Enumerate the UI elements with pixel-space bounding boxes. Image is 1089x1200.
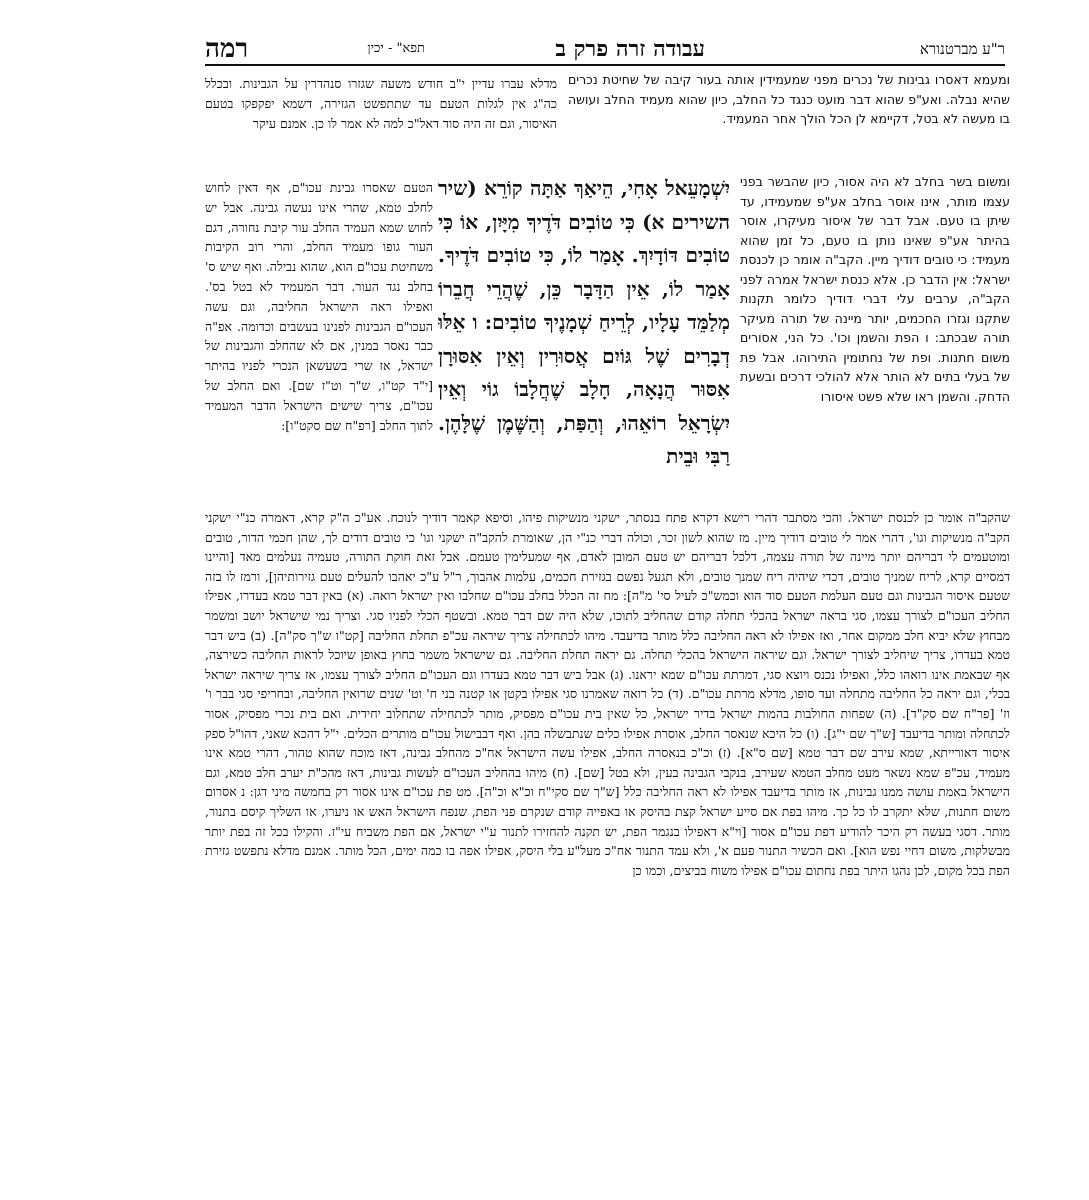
header-rule: [205, 64, 1005, 66]
page-header: [205, 34, 1005, 66]
tiferet-yisrael-commentary-column: הטעם שאסרו גבינת עכו"ם, אף דאין לחוש לחלב טמא, שהרי אינו נעשה גבינה. אבל יש לחוש שמא העמיד החלב עור קיבת נחורה, דגם העור גופו מעמיד החלב, והרי רוב הקיבות משחיטת עכו"ם הוא, שהוא נבילה. ואף שיש ס' בחלב נגד העור. דבר המעמיד לא בטל בס'. ואפילו ראה הישראל החליבה, וגם עשה העכו"ם הגבינות לפנינו בעשבים וכדומה. אפ"ה כבר נאסר במנין, אם לא שהחלב והגבינות של ישראל, אז שרי בשעשאן הנכרי לפניו בהיתר [י"ד קט"ו, ש"ך וט"ז שם]. ואם החלב של עכו"ם, צריך שישים הישראל הדבר המעמיד לתוך החלב [רפ"ח שם סקט"ו]:: [205, 180, 433, 433]
header-tractate-chapter: עבודה זרה פרק ב: [555, 36, 705, 62]
header-tiferet-yisrael: תפא" - יכין: [367, 41, 425, 56]
mishna-text: יִשְׁמָעֵאל אָחִי, הֵיאַךְ אַתָּה קוֹרֵא (שיר השירים א) כִּי טוֹבִים דֹּדֶיךָ מִיָּיִן, אוֹ כִּי טוֹבִים דּוֹדָיִךְ. אָמַר לוֹ, כִּי טוֹבִים דֹּדֶיךָ. אָמַר לוֹ, אֵין הַדָּבָר כֵּן, שֶׁהֲרֵי חֲבֵרוֹ מְלַמֵּד עָלָיו, לְרֵיחַ שְׁמָנֶיךָ טוֹבִים: ו אֵלּוּ דְבָרִים שֶׁל גּוֹיִם אֲסוּרִין וְאֵין אִסּוּרָן אִסּוּר הֲנָאָה, חָלָב שֶׁחֲלָבוֹ גוֹי וְאֵין יִשְׂרָאֵל רוֹאֵהוּ, וְהַפַּת, וְהַשֶּׁמֶן שֶׁלָּהֶן. רַבִּי וּבֵית: [438, 176, 730, 468]
header-page-number: רמה: [205, 34, 249, 64]
bartenura-commentary-column: ומשום בשר בחלב לא היה אסור, כיון שהבשר בפני עצמו מותר, אינו אוסר בחלב אע"פ שמעמידו, עד שיתן בו טעם. אבל דבר של איסור מעיקרו, אוסר בהיתר אע"פ שאינו נותן בו טעם, כל זמן שהוא מעמיד: כי טובים דודיך מיין. הקב"ה אומר כן לכנסת ישראל: אין הדבר כן. אלא כנסת ישראל אמרה לפני הקב"ה, ערבים עלי דברי דודיך כלומר תקנות שתקנו וגזרו החכמים, יותר מיינה של תורה מעיקר תורה שבכתב: ו הפת והשמן וכו'. כל הני, אסורים משום חתנות. ופת של נחתומין התירוהו. אבל פת של בעלי בתים לא הותר אלא להולכי דרכים ובשעת הדחק. והשמן ראו שלא פשט איסורו: [740, 174, 1010, 404]
tiferet-yisrael-commentary-top: מדלא עברו עדיין י"ב חודש משעה שגזרו סנהדרין על הגבינות. ובכלל כה"ג אין לגלות הטעם עד שתתפשט הגזירה, דשמא יפקפקו בטעם האיסור, וגם זה היה סוד דאל"כ למה לא אמר לו כן. אמנם עיקר: [205, 76, 557, 131]
tiferet-yisrael-commentary-bottom: שהקב"ה אומר כן לכנסת ישראל. והכי מסתבר דהרי רישא דקרא פתח בנסתר, ישקני מנשיקות פיהו, וסיפא קאמר דודיך לנוכח. אע"כ ה"ק קרא, דאמרה כנ"י ישקני הקב"ה מנשיקות וגו', דהרי אמר לי טובים דודיך מיין. מז שהוא לשון זכר, וכולה דברי כנ"י הן, שאומרת להקב"ה ישקני וגו' כי טובים דודים לך, שהן חכמי הדור, טובים ומוטעמים לי דבריהם יותר מיינה של תורה עצמה, דלכל דבריהם יש טעם המובן לאדם, אף שמעלימין טעמם. אבל זאת חוקת התורה, טעמיה נעלמים מאד [והיינו דמסיים קרא, לריח שמניך טובים, דכדי שיהיה ריח שמנך טובים, ולא תגעל נפשם בגזירת חכמים, עלמות אהבוך, ר"ל ע"כ יאהבו להעלים טעם גזירותיהן], ורמז לו בזה שטעם איסור הגבינות וגם טעם העלמת הטעם סוד הוא וכמש"כ לעיל סי' מ"ה]: מח זה הכלל בחלב עכו"ם שחלבו ואין ישראל רואה. (א) באין דבר טמא בעדרו, אפילו החליב העכו"ם לצורך עצמו, סגי בראה ישראל בהכלי תחלה קודם שהחליב לתוכו, שלא היה שם דבר טמא. ובשטף הכלי לפניו סגי. וצריך נמי שישראל יושב ומשמר מבחוץ שלא יביא חלב ממקום אחר, ואז אפילו לא ראה החליבה כלל מותר בדיעבד. מיהו לכתחילה צריך שיראה עכ"פ תחלת החליבה [קט"ו ש"ך סק"ה]. (ב) ביש דבר טמא בעדרו, צריך שיחליב לצורך ישראל. וגם שיראה הישראל בהכלי תחלה. גם יראה תחלת החליבה. גם שישראל משמר בחוץ באופן שיוכל לראות החליבה כשירצה, אף שבאמת אינו רואהו כלל, ואפילו נכנס ויוצא סגי, דמרתת עכו"ם שמא יראנו. (ג) אבל ביש דבר טמא בעדרו וגם העכו"ם החליב לצורך עצמו, אז צריך שיראה ישראל בכלי, וגם יראה כל החליבה מתחלה ועד סופו, מדלא מרתת עכו"ם. (ד) כל רואה שאמרנו סגי אפילו בקטן או קטנה בני ח' וט' שנים שרואין החליבה, ובחריפי סגי בבר ו' וז' [פר"ח שם סק"ד]. (ה) שפחות החולבות בהמות ישראל בדיר ישראל, כל שאין בית עכו"ם מפסיק, מותר לכתחילה שתחלוב יחידית. ואם בית נכרי מפסיק, אסור לכתחלה ומותר בדיעבד [ש"ך שם י"ג]. (ו) כל היכא שנאסר החלב, אוסרת אפילו כלים שנתבשלה בהן. ואף דבבישול עכו"ם מותרים הכלים. י"ל דהכא שאני, דהו"ל ספק איסור דאורייתא, שמא עירב שם דבר טמא [שם ס"א]. (ז) וכ"כ בנאסרה החלב, אפילו עשה הישראל אח"כ מהחלב גבינה, דאז מוכח שהוא טהור, דהרי טמא אינו מעמיד, עכ"פ שמא נשאר מעט מחלב הטמא שעירב, בנקבי הגבינה בעין, ולא בטל [שם]. (ח) מיהו בהחליב העכו"ם לעשות גבינות, דאז מהכ"ת יערב חלב טמא, וגם הישראל באמת עושה ממנו גבינות, אז מותר בדיעבד אפילו לא ראה החליבה כלל [ש"ך שם סקי"ח וכ"א וכ"ה]. מט פת עכו"ם אינו אסור רק בחמשה מיני דגן: נ אסרום משום חתנות, שלא יתקרב לו כל כך. מיהו בפת אם סייע ישראל קצת בהיסק או באפייה קודם שנקרם פני הפת, שנפח הישראל האש או ניערו, או השליך קיסם בתנור, מותר. דסגי בעשה רק היכר להודיע דפת עכו"ם אסור [וי"א דאפילו בנגמר הפת, יש תקנה להחזירו לתנור ע"י ישראל, אם הפת משביח עי"ז. והקילו בכל זה בפת יותר מבשלקות, משום דחיי נפש הוא]. ואם הכשיר התנור פעם א', ולא עמד התנור אח"כ מעל"ע בלי היסק, אפילו אפה בו כמה ימים, הכל מותר. אמנם מדלא נתפשט גזירת הפת בכל מקום, לכן נהגו היתר בפת נחתום עכו"ם אפילו משוח בביצים, וכמו כן: [205, 510, 1010, 878]
header-commentary-title: ר"ע מברטנורא: [919, 40, 1005, 58]
bartenura-commentary-top: ומעמא דאסרו גבינות של נכרים מפני שמעמידין אותה בעור קיבה של שחיטת נכרים שהיא נבלה. ואע"פ שהוא דבר מועט כנגד כל החלב, כיון שהוא מעמיד החלב ועושה בו מעשה לא בטל, דקיימא לן הכל הולך אחר המעמיד.: [568, 72, 1010, 126]
